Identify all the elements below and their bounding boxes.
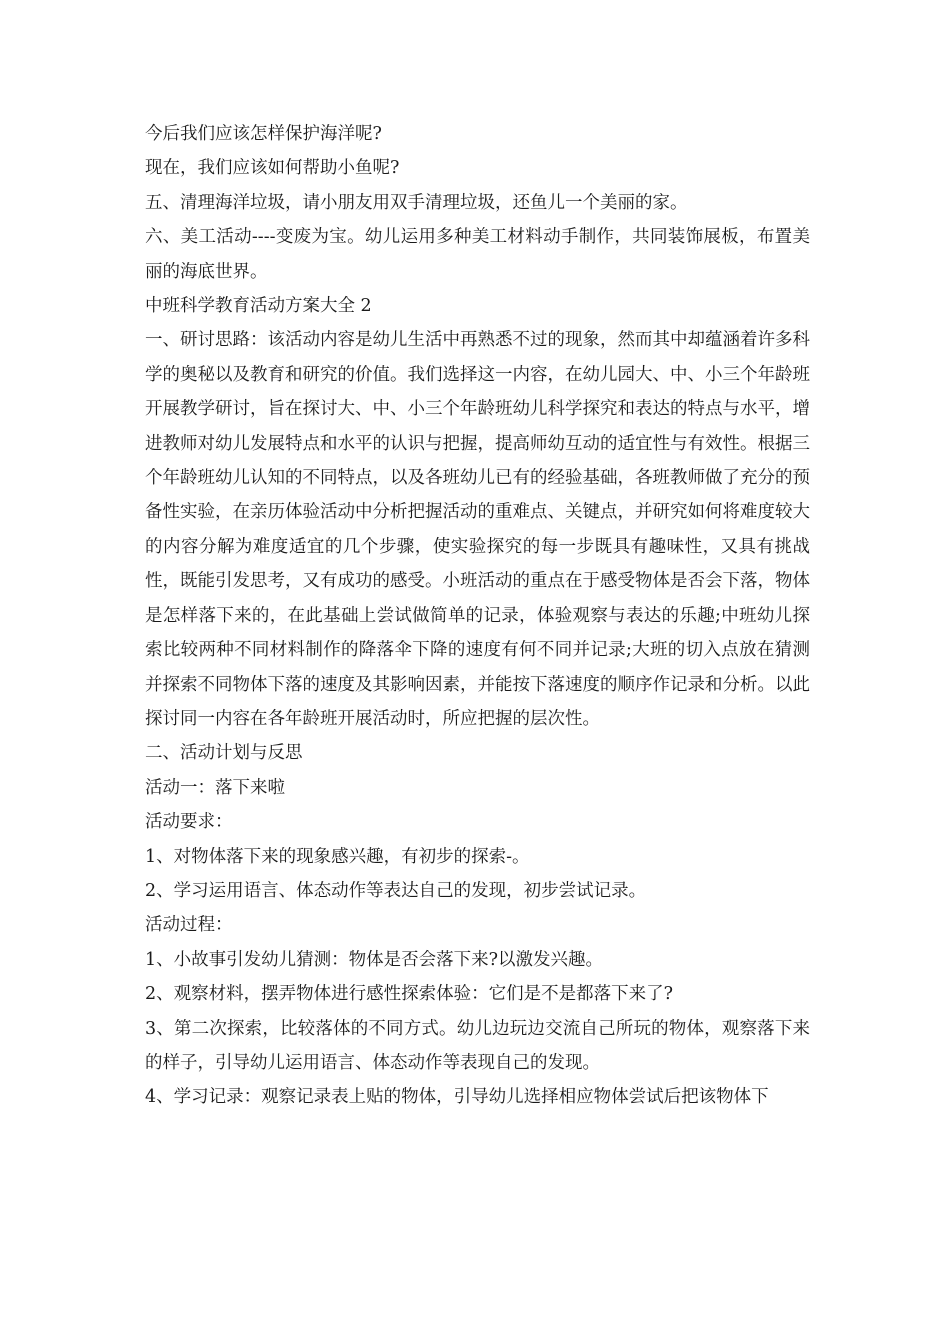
document-body [145, 117, 810, 1115]
heading-activity-requirements: 活动要求： [145, 812, 233, 833]
heading-activity-process: 活动过程： [145, 915, 233, 936]
process-item-3: 3、第二次探索，比较落体的不同方式。幼儿边玩边交流自己所玩的物体，观察落下来的样子，引导幼儿运用语言、体态动作等表现自己的发现。 [145, 1018, 810, 1073]
paragraph-research-idea: 一、研讨思路：该活动内容是幼儿生活中再熟悉不过的现象，然而其中却蕴涵着许多科学的奥秘以及教育和研究的价值。我们选择这一内容，在幼儿园大、中、小三个年龄班开展教学研讨，旨在探讨大、中、小三个年龄班幼儿科学探究和表达的特点与水平，增进教师对幼儿发展特点和水平的认识与把握，提高师幼互动的适宜性与有效性。根据三个年龄班幼儿认知的不同特点，以及各班幼儿已有的经验基础，各班教师做了充分的预备性实验，在亲历体验活动中分析把握活动的重难点、关键点，并研究如何将难度较大的内容分解为难度适宜的几个步骤，使实验探究的每一步既具有趣味性，又具有挑战性，既能引发思考，又有成功的感受。小班活动的重点在于感受物体是否会下落，物体是怎样落下来的，在此基础上尝试做简单的记录，体验观察与表达的乐趣;中班幼儿探索比较两种不同材料制作的降落伞下降的速度有何不同并记录;大班的切入点放在猜测并探索不同物体下落的速度及其影响因素，并能按下落速度的顺序作记录和分析。以此探讨同一内容在各年龄班开展活动时，所应把握的层次性。 [145, 330, 810, 729]
paragraph-step-six: 六、美工活动----变废为宝。幼儿运用多种美工材料动手制作，共同装饰展板，布置美丽的海底世界。 [145, 227, 810, 282]
process-item-1: 1、小故事引发幼儿猜测：物体是否会落下来?以激发兴趣。 [145, 949, 604, 970]
requirement-item-2: 2、学习运用语言、体态动作等表达自己的发现，初步尝试记录。 [145, 880, 647, 901]
heading-activity-one: 活动一：落下来啦 [145, 777, 285, 798]
process-item-4: 4、学习记录：观察记录表上贴的物体，引导幼儿选择相应物体尝试后把该物体下 [145, 1087, 769, 1108]
requirement-item-1: 1、对物体落下来的现象感兴趣，有初步的探索-。 [145, 846, 530, 867]
process-item-2: 2、观察材料，摆弄物体进行感性探索体验：它们是不是都落下来了? [145, 984, 674, 1005]
heading-activity-plan: 二、活动计划与反思 [145, 743, 303, 764]
paragraph-step-five: 五、清理海洋垃圾，请小朋友用双手清理垃圾，还鱼儿一个美丽的家。 [145, 192, 688, 213]
section-title: 中班科学教育活动方案大全 2 [145, 296, 372, 317]
paragraph-help-fish-question: 现在，我们应该如何帮助小鱼呢? [145, 158, 400, 179]
paragraph-protect-ocean-question: 今后我们应该怎样保护海洋呢? [145, 124, 382, 144]
